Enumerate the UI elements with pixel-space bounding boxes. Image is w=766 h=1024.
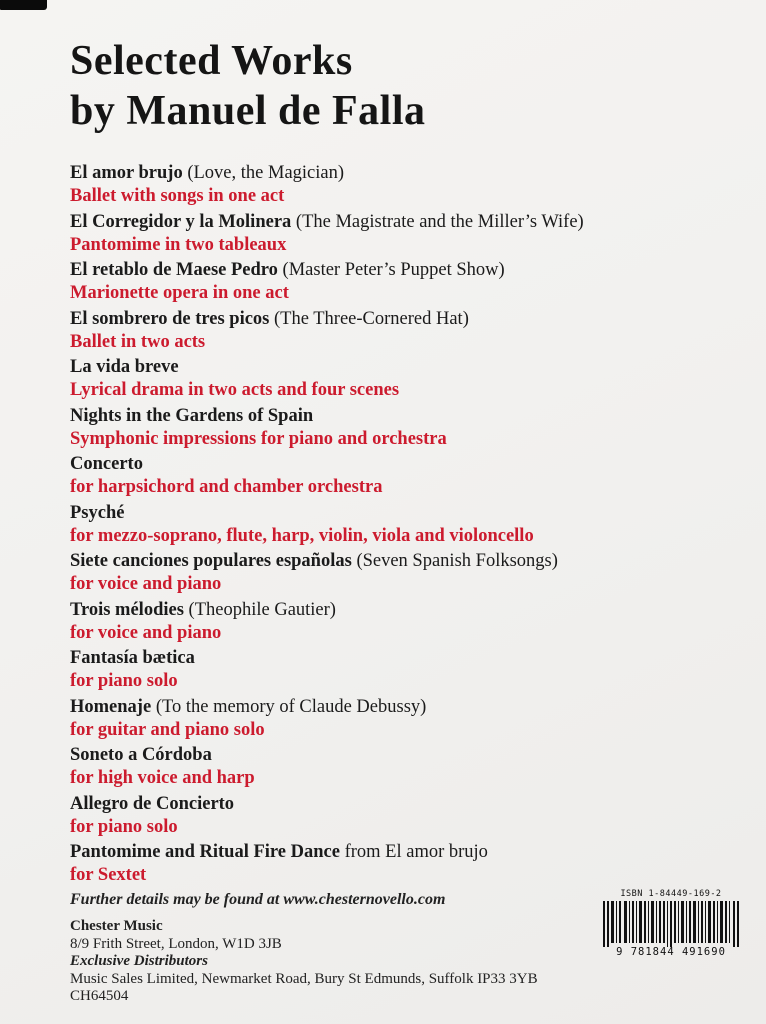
work-title: El retablo de Maese Pedro (Master Peter’s Puppet Show) — [70, 260, 505, 280]
work-item — [70, 841, 710, 887]
work-subtitle: Pantomime in two tableaux — [70, 234, 287, 255]
work-item — [70, 599, 710, 645]
works-list — [70, 162, 710, 887]
work-subtitle: for guitar and piano solo — [70, 719, 265, 740]
further-details-note: Further details may be found at www.chesternovello.com — [70, 890, 446, 908]
scan-artifact-mark — [0, 0, 47, 10]
work-title: Siete canciones populares españolas (Seven Spanish Folksongs) — [70, 551, 558, 571]
distributor-address: Music Sales Limited, Newmarket Road, Bury St Edmunds, Suffolk IP33 3YB — [70, 970, 538, 987]
work-title: Fantasía bætica — [70, 648, 195, 668]
work-item — [70, 744, 710, 790]
work-item — [70, 647, 710, 693]
work-subtitle: Ballet with songs in one act — [70, 186, 285, 206]
page-title — [70, 36, 710, 136]
publisher-name: Chester Music — [70, 918, 163, 934]
distributor-label: Exclusive Distributors — [70, 953, 208, 969]
work-subtitle: for piano solo — [70, 816, 178, 837]
work-item — [70, 502, 710, 548]
work-item — [70, 453, 710, 499]
work-title: Trois mélodies (Theophile Gautier) — [70, 599, 336, 620]
barcode-ean-digits: 9 781844 491690 — [616, 946, 726, 958]
work-item — [70, 259, 710, 305]
work-item — [70, 696, 710, 742]
work-title: Concerto — [70, 454, 143, 474]
work-subtitle: Symphonic impressions for piano and orchestra — [70, 428, 447, 449]
work-subtitle: for piano solo — [70, 671, 178, 691]
work-subtitle: Lyrical drama in two acts and four scenes — [70, 380, 400, 400]
work-item — [70, 211, 710, 257]
work-title: Allegro de Concierto — [70, 793, 235, 814]
barcode-isbn-text: ISBN 1-84449-169-2 — [620, 889, 722, 899]
work-title: Pantomime and Ritual Fire Dance from El amor brujo — [70, 842, 488, 862]
work-subtitle: for voice and piano — [70, 622, 222, 643]
barcode-bars — [601, 901, 741, 947]
catalogue-number: CH64504 — [70, 988, 129, 1004]
work-item — [70, 405, 710, 451]
work-subtitle: for high voice and harp — [70, 768, 255, 788]
work-subtitle: for Sextet — [70, 865, 147, 885]
work-title: Psyché — [70, 502, 125, 523]
work-subtitle: for mezzo-soprano, flute, harp, violin, viola and violoncello — [70, 525, 534, 546]
publisher-block — [70, 918, 538, 1006]
work-item — [70, 356, 710, 402]
page-title-line1: Selected Works — [70, 38, 353, 84]
work-title: El sombrero de tres picos (The Three-Cornered Hat) — [70, 308, 469, 329]
page-title-line2: by Manuel de Falla — [70, 88, 426, 134]
work-item — [70, 162, 710, 208]
work-item — [70, 550, 710, 596]
work-title: El Corregidor y la Molinera (The Magistrate and the Miller’s Wife) — [70, 211, 584, 232]
page-content — [70, 36, 710, 910]
work-title: El amor brujo (Love, the Magician) — [70, 163, 345, 183]
work-title: La vida breve — [70, 357, 179, 377]
work-subtitle: Ballet in two acts — [70, 331, 206, 352]
work-subtitle: Marionette opera in one act — [70, 283, 289, 303]
work-subtitle: for voice and piano — [70, 574, 222, 594]
work-item — [70, 308, 710, 354]
work-title: Homenaje (To the memory of Claude Debussy) — [70, 696, 427, 717]
publisher-address: 8/9 Frith Street, London, W1D 3JB — [70, 935, 282, 952]
barcode — [593, 889, 749, 958]
work-item — [70, 793, 710, 839]
work-title: Nights in the Gardens of Spain — [70, 405, 314, 426]
work-subtitle: for harpsichord and chamber orchestra — [70, 477, 383, 497]
work-title: Soneto a Córdoba — [70, 745, 212, 765]
